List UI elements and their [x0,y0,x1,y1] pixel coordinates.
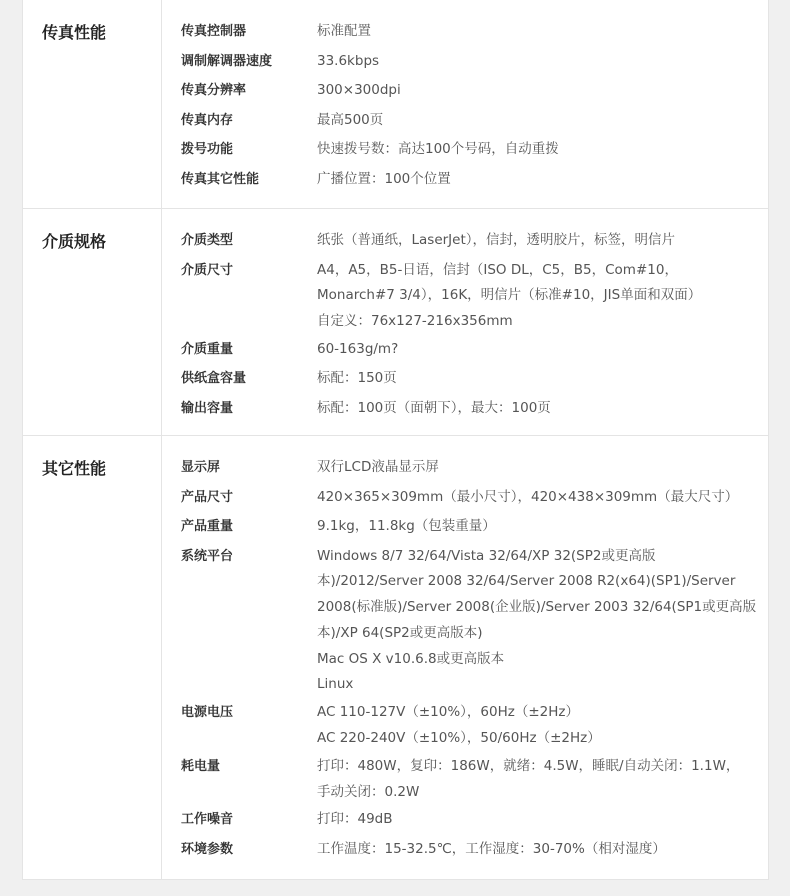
spec-value: AC 110-127V（±10%），60Hz（±2Hz） AC 220-240V（±10%），50/60Hz（±2Hz） [317,704,601,747]
spec-label: 耗电量 [181,758,221,774]
spec-row [181,752,768,806]
spec-label: 传真控制器 [181,24,247,39]
spec-row [181,47,768,77]
spec-value: 300×300dpi [317,82,401,98]
spec-value: 标配：150页 [317,370,397,387]
spec-value: 快速拨号数：高达100个号码，自动重拨 [317,141,559,157]
section-fax [23,0,768,209]
section-body [162,436,768,879]
spec-value: 标配：100页（面朝下），最大：100页 [317,399,551,416]
section-title: 介质规格 [23,209,162,435]
spec-value: Windows 8/7 32/64/Vista 32/64/XP 32(SP2或更高版 本)/2012/Server 2008 32/64/Server 2008 R2(x64)(SP1)/Server 2008(标准版)/Server 2008(企业版)/Server 2003 32/64(SP1或更高版 本)/XP 64(SP2或更高版本) Mac OS X v10.6.8或更高版本 Linux [317,547,757,693]
spec-row [181,512,768,542]
spec-row [181,835,768,865]
spec-label: 供纸盒容量 [181,371,247,387]
spec-row [181,805,768,835]
spec-row [181,226,768,256]
spec-value: 60-163g/m? [317,340,399,357]
spec-label: 工作噪音 [181,812,234,828]
spec-value: 打印：480W，复印：186W，就绪：4.5W，睡眠/自动关闭：1.1W， 手动关闭：0.2W [317,757,740,800]
section-media [23,209,768,436]
section-title: 其它性能 [23,436,162,879]
spec-value: 广播位置：100个位置 [317,170,451,187]
section-title: 传真性能 [23,0,162,208]
spec-label: 调制解调器速度 [181,53,273,69]
spec-label: 传真其它性能 [181,171,260,187]
section-other [23,436,768,879]
spec-row [181,364,768,394]
spec-value: 工作温度：15-32.5℃，工作湿度：30-70%（相对湿度） [317,840,666,857]
spec-value: 420×365×309mm（最小尺寸），420×438×309mm（最大尺寸） [317,488,739,505]
spec-row [181,106,768,136]
spec-row [181,453,768,483]
spec-label: 显示屏 [181,460,221,475]
spec-value: A4，A5，B5-日语，信封（ISO DL，C5，B5，Com#10， Monarch#7 3/4），16K，明信片（标准#10，JIS单面和双面） 自定义：76x127-216x356mm [317,261,702,330]
spec-label: 输出容量 [181,400,234,416]
spec-label: 产品尺寸 [181,489,234,505]
spec-row [181,542,768,699]
spec-label: 产品重量 [181,519,234,534]
spec-label: 介质类型 [181,233,234,248]
spec-label: 传真内存 [181,112,234,128]
spec-row [181,698,768,752]
spec-label: 传真分辨率 [181,83,247,98]
spec-row [181,256,768,335]
spec-row [181,335,768,365]
spec-value: 33.6kbps [317,52,380,69]
spec-label: 环境参数 [181,841,234,857]
spec-label: 介质重量 [181,341,234,357]
spec-row [181,394,768,424]
spec-row [181,483,768,513]
spec-value: 最高500页 [317,111,384,128]
spec-label: 电源电压 [181,705,234,721]
spec-label: 拨号功能 [181,142,234,157]
spec-value: 9.1kg，11.8kg（包装重量） [317,518,496,534]
spec-row [181,165,768,195]
spec-table [22,0,769,880]
spec-value: 纸张（普通纸，LaserJet），信封，透明胶片，标签，明信片 [317,232,676,248]
spec-row [181,17,768,47]
spec-value: 标准配置 [317,23,371,39]
spec-row [181,76,768,106]
section-body [162,0,768,208]
spec-label: 系统平台 [181,548,234,564]
spec-value: 双行LCD液晶显示屏 [317,459,439,475]
section-body [162,209,768,435]
spec-value: 打印：49dB [317,811,393,828]
spec-label: 介质尺寸 [181,262,234,278]
spec-row [181,135,768,165]
